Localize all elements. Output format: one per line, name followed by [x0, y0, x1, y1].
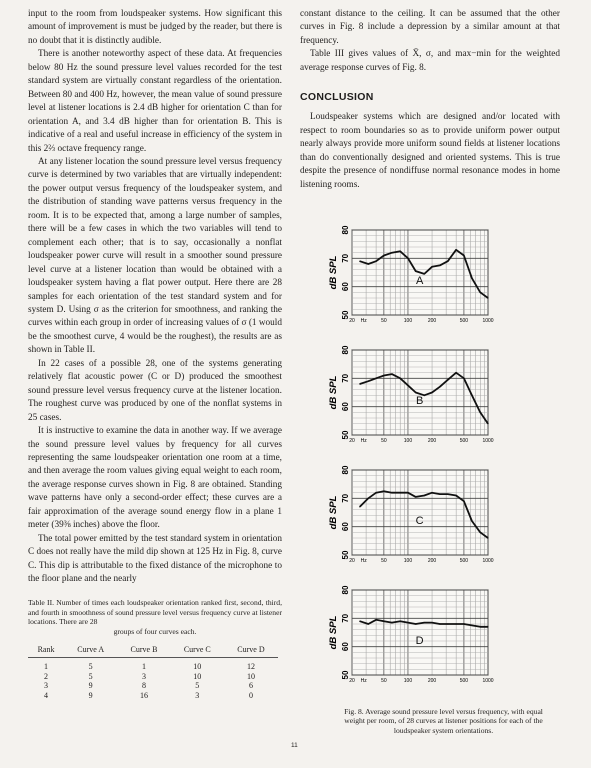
- response-chart-a: [326, 220, 556, 330]
- table-cell: 16: [139, 690, 148, 700]
- data-point: [447, 493, 448, 494]
- data-point: [439, 265, 440, 266]
- data-point: [431, 492, 432, 493]
- table-cell: 1: [44, 662, 49, 672]
- y-tick-label: 70: [341, 373, 350, 383]
- y-tick-label: 60: [341, 642, 350, 652]
- data-point: [471, 625, 472, 626]
- data-point: [407, 622, 408, 623]
- y-tick-label: 60: [341, 522, 350, 532]
- x-tick-label: 50: [381, 678, 387, 684]
- data-point: [383, 255, 384, 256]
- x-tick-label: 500: [459, 558, 469, 564]
- data-point: [447, 261, 448, 262]
- y-tick-label: 60: [341, 282, 350, 292]
- data-point: [439, 493, 440, 494]
- y-tick-label: 50: [341, 430, 350, 440]
- data-point: [487, 297, 488, 298]
- data-point: [375, 261, 376, 262]
- data-point: [463, 255, 464, 256]
- data-point: [424, 395, 425, 396]
- x-tick-label: 200: [427, 318, 437, 324]
- data-point: [415, 270, 416, 271]
- x-tick-label: 20: [349, 558, 355, 564]
- data-point: [456, 372, 457, 373]
- data-point: [368, 498, 369, 499]
- data-point: [456, 249, 457, 250]
- data-point: [480, 412, 481, 413]
- table-cell: 10: [193, 671, 202, 681]
- x-tick-label: 200: [427, 558, 437, 564]
- data-point: [456, 623, 457, 624]
- table-cell: 12: [246, 662, 255, 672]
- y-axis-label: dB SPL: [328, 255, 339, 290]
- table-cell: 10: [246, 671, 255, 681]
- body-paragraph: At any listener location the sound pressure level versus frequency curve is determined by two variables that are virtually independent: the power output versus frequency of the loudspeaker system, and the distribution of standing wave patterns versus frequency in the room. It is to be expected that, among a large number of samples, there will be a few cases in which the two variables will tend to complement each other; that is to say, occasionally a nonflat loudspeaker power curve will result in a smoother sound pressure level curve at a listener location than would be obtained with a loudspeaker system having a flat power output. Here there are 28 samples for each orientation of the test standard system and for system D. Using σ as the criterion for smoothness, and ranking the curves within each group in order of increasing values of σ (1 would be the smoothest curve, 4 would be the roughest), the results are as shown in Table II.: [28, 156, 282, 356]
- y-tick-label: 50: [341, 310, 350, 320]
- data-point: [431, 622, 432, 623]
- table-caption: [28, 598, 282, 636]
- curve-label: A: [415, 274, 424, 287]
- x-tick-label: 50: [381, 318, 387, 324]
- y-tick-label: 80: [341, 585, 350, 595]
- y-tick-label: 80: [341, 465, 350, 475]
- table-cell: 4: [44, 690, 49, 700]
- right-column: [300, 8, 560, 192]
- data-point: [463, 623, 464, 624]
- data-point: [391, 492, 392, 493]
- data-point: [471, 395, 472, 396]
- data-point: [424, 273, 425, 274]
- table-cell: 3: [195, 690, 200, 700]
- y-tick-label: 70: [341, 253, 350, 263]
- table-cell: 5: [195, 681, 200, 691]
- section-heading: CONCLUSION: [300, 91, 374, 104]
- data-point: [400, 251, 401, 252]
- table-cell: 8: [141, 681, 146, 691]
- body-paragraph: In 22 cases of a possible 28, one of the systems generating relatively flat acoustic power (C or D) produced the smoothest sound pressure level versus frequency curve at the listener location. The roughest curve was produced by one of the nonflat systems in 25 cases.: [28, 358, 282, 423]
- data-point: [480, 292, 481, 293]
- table-row: [28, 681, 278, 691]
- data-point: [447, 623, 448, 624]
- data-point: [383, 375, 384, 376]
- x-tick-label: 50: [381, 558, 387, 564]
- table-cell: 9: [88, 681, 93, 691]
- data-point: [359, 621, 360, 622]
- x-tick-label: 500: [459, 438, 469, 444]
- data-point: [400, 492, 401, 493]
- col-header-curve-a: Curve A: [64, 644, 117, 658]
- x-tick-label: 200: [427, 438, 437, 444]
- table-cell: 0: [248, 690, 253, 700]
- y-tick-label: 70: [341, 613, 350, 623]
- data-point: [439, 623, 440, 624]
- table-row: [28, 672, 278, 682]
- table-row: [28, 691, 278, 701]
- response-chart-c: [326, 460, 556, 570]
- table-cell: 6: [248, 681, 253, 691]
- figure-caption: Fig. 8. Average sound pressure level versus frequency, with equal weight per room, of 28 curves at listener positions for each of the loudspeaker system orientations.: [344, 707, 543, 735]
- table-cell: 3: [141, 671, 146, 681]
- x-tick-label: 50: [381, 438, 387, 444]
- data-point: [471, 278, 472, 279]
- body-paragraph: Table III gives values of X̄, σ, and max−min for the weighted average response curves of Fig. 8.: [300, 49, 560, 73]
- plot-frame: [352, 350, 488, 435]
- table-cell: 1: [141, 662, 146, 672]
- x-tick-label: Hz: [360, 678, 367, 684]
- data-point: [415, 623, 416, 624]
- data-point: [383, 621, 384, 622]
- plot-frame: [352, 590, 488, 675]
- x-tick-label: 20: [349, 318, 355, 324]
- y-axis-label: dB SPL: [328, 495, 339, 530]
- data-point: [431, 266, 432, 267]
- body-paragraph: constant distance to the ceiling. It can be assumed that the other curves in Fig. 8 include a depression by a similar amount at that frequency.: [300, 9, 560, 46]
- y-tick-label: 60: [341, 402, 350, 412]
- data-point: [439, 386, 440, 387]
- x-tick-label: 1000: [482, 558, 494, 564]
- data-point: [368, 263, 369, 264]
- col-header-curve-c: Curve C: [171, 644, 224, 658]
- table-caption-tail: groups of four curves each.: [113, 626, 197, 636]
- x-tick-label: 100: [403, 558, 413, 564]
- col-header-curve-d: Curve D: [224, 644, 278, 658]
- data-point: [400, 621, 401, 622]
- data-point: [463, 501, 464, 502]
- rank-table: [28, 644, 278, 700]
- data-point: [407, 258, 408, 259]
- x-tick-label: 1000: [482, 438, 494, 444]
- x-tick-label: 200: [427, 678, 437, 684]
- x-tick-label: 1000: [482, 318, 494, 324]
- conclusion-paragraph: Loudspeaker systems which are designed and/or located with respect to room boundaries so as to provide uniform power output nearly always provide more uniform sound fields at listener locations than do conventionally designed and oriented systems. This is true despite the presence of nondiffuse normal resonance modes in home listening rooms.: [300, 112, 560, 190]
- left-column: [28, 8, 282, 700]
- x-tick-label: 100: [403, 318, 413, 324]
- data-point: [463, 378, 464, 379]
- data-point: [383, 491, 384, 492]
- data-point: [415, 392, 416, 393]
- data-point: [368, 381, 369, 382]
- data-point: [480, 626, 481, 627]
- x-tick-label: 100: [403, 678, 413, 684]
- data-point: [424, 495, 425, 496]
- data-point: [471, 520, 472, 521]
- table-header-row: [28, 644, 278, 658]
- response-chart-d: [326, 580, 556, 690]
- curve-label: B: [415, 394, 424, 407]
- page-number: 11: [291, 742, 298, 749]
- body-paragraph: input to the room from loudspeaker systems. How significant this amount of improvement is must be judged by the reader, but there is no doubt that it is distinctly audible.: [28, 9, 282, 46]
- data-point: [375, 619, 376, 620]
- data-point: [359, 383, 360, 384]
- table-cell: 5: [88, 662, 93, 672]
- body-paragraph: It is instructive to examine the data in another way. If we average the sound pressure level values by frequency for all curves representing the same loudspeaker orientation one room at a time, and then average the room values giving equal weight to each room, the average response curves shown in Fig. 8 are obtained. Standing wave patterns have only a second-order effect; these curves are a fair approximation of the average sound energy flow in a plane 1 meter (39⅜ inches) above the floor.: [28, 426, 282, 531]
- data-point: [407, 385, 408, 386]
- data-point: [359, 261, 360, 262]
- data-point: [487, 423, 488, 424]
- data-point: [407, 492, 408, 493]
- data-point: [375, 492, 376, 493]
- table-caption-text: Table II. Number of times each loudspeaker orientation ranked first, second, third, and fourth in smoothness of sound pressure level versus frequency curve at listener locations. There are 28: [28, 598, 282, 627]
- x-tick-label: 20: [349, 678, 355, 684]
- y-tick-label: 50: [341, 670, 350, 680]
- y-tick-label: 80: [341, 345, 350, 355]
- table-cell: 2: [44, 671, 49, 681]
- x-tick-label: 500: [459, 678, 469, 684]
- table-cell: 5: [88, 671, 93, 681]
- data-point: [480, 532, 481, 533]
- y-tick-label: 80: [341, 225, 350, 235]
- x-tick-label: 500: [459, 318, 469, 324]
- curve-label: D: [415, 634, 424, 647]
- data-point: [424, 622, 425, 623]
- table-row: [28, 658, 278, 672]
- x-tick-label: Hz: [360, 438, 367, 444]
- x-tick-label: 20: [349, 438, 355, 444]
- col-header-rank: Rank: [28, 644, 64, 658]
- response-chart-b: [326, 340, 556, 450]
- body-paragraph: The total power emitted by the test standard system in orientation C does not really have the mild dip shown at 125 Hz in Fig. 8, curve C. This dip is attributable to the fixed distance of the microphone to the floor plane and the nearly: [28, 533, 282, 585]
- data-point: [400, 378, 401, 379]
- data-point: [487, 537, 488, 538]
- x-tick-label: 1000: [482, 678, 494, 684]
- data-point: [447, 379, 448, 380]
- y-axis-label: dB SPL: [328, 375, 339, 410]
- y-axis-label: dB SPL: [328, 615, 339, 650]
- data-point: [456, 495, 457, 496]
- data-point: [415, 496, 416, 497]
- data-point: [391, 622, 392, 623]
- data-point: [391, 373, 392, 374]
- y-tick-label: 70: [341, 493, 350, 503]
- y-tick-label: 50: [341, 550, 350, 560]
- table-cell: 10: [193, 662, 202, 672]
- data-point: [487, 626, 488, 627]
- table-cell: 3: [44, 681, 49, 691]
- col-header-curve-b: Curve B: [117, 644, 170, 658]
- data-point: [368, 623, 369, 624]
- data-point: [391, 252, 392, 253]
- data-point: [431, 392, 432, 393]
- curve-label: C: [415, 514, 424, 527]
- body-paragraph: There is another noteworthy aspect of these data. At frequencies below 80 Hz the sound pressure level values recorded for the test standard system are virtually constant regardless of the orientation. Between 80 and 400 Hz, however, the mean value of sound pressure level at listener locations is 2.4 dB higher for orientation C than for orientation A, and 3.4 dB higher than for orientation B. This is indicative of a real and useful increase in efficiency of the system in this 2⅔ octave frequency range.: [28, 49, 282, 154]
- data-point: [359, 506, 360, 507]
- x-tick-label: Hz: [360, 318, 367, 324]
- x-tick-label: Hz: [360, 558, 367, 564]
- x-tick-label: 100: [403, 438, 413, 444]
- data-point: [375, 378, 376, 379]
- table-cell: 9: [88, 690, 93, 700]
